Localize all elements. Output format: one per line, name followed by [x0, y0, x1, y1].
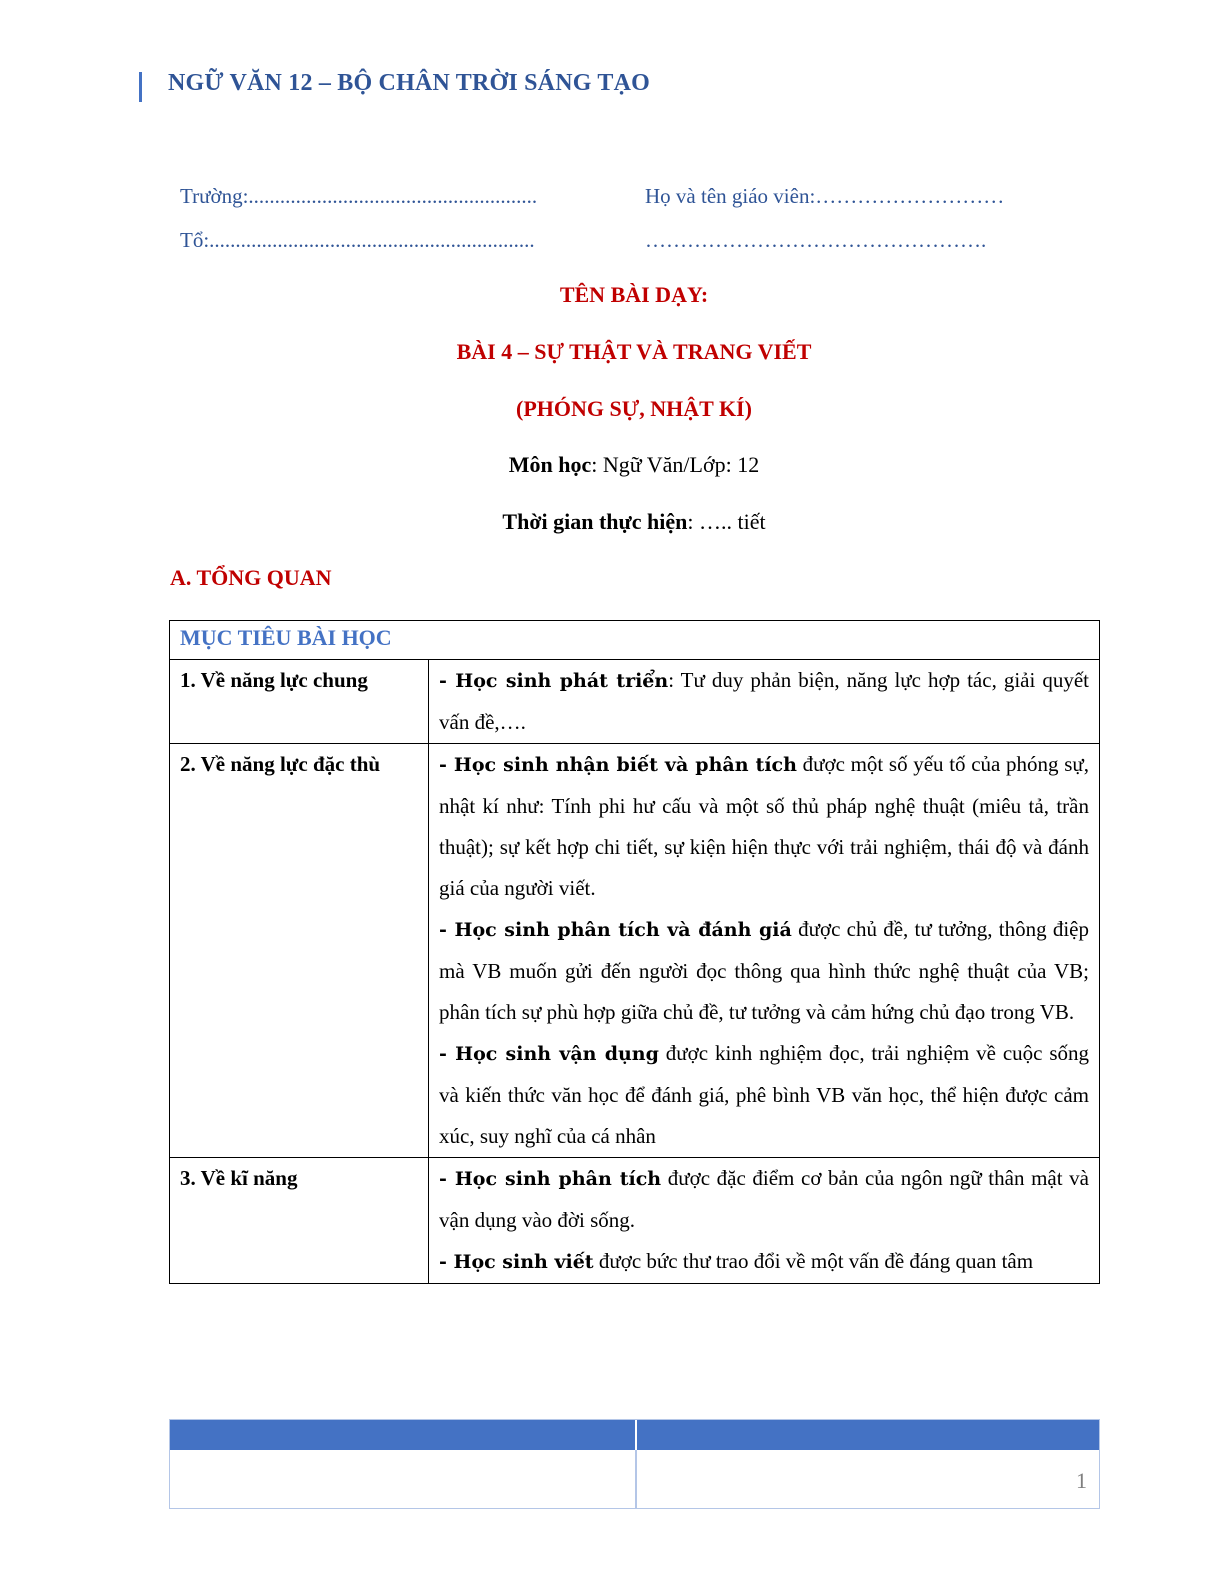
emphasis-text: - Học sinh phân tích — [439, 1168, 662, 1190]
table-row — [170, 744, 1100, 1158]
body-text: được bức thư trao đổi về một vấn đề đáng quan tâm — [593, 1249, 1034, 1273]
lesson-title: BÀI 4 – SỰ THẬT VÀ TRANG VIẾT — [456, 339, 812, 364]
body-text: được chủ đề, tư tưởng, thông điệp mà VB muốn gửi đến người đọc thông qua hình thức nghệ thuật của VB; phân tích sự phù hợp giữa chủ đề, tư tưởng và cảm hứng chủ đạo trong VB. — [439, 917, 1089, 1024]
emphasis-text: - Học sinh phân tích và đánh giá — [439, 919, 792, 941]
teacher-name-field: Họ và tên giáo viên:……………………… — [645, 184, 1005, 208]
school-field: Trường:....................................................... — [180, 184, 538, 208]
table-row — [170, 1158, 1100, 1284]
content-paragraph — [439, 1158, 1089, 1241]
goals-table-heading: MỤC TIÊU BÀI HỌC — [170, 621, 1100, 660]
lesson-genre: (PHÓNG SỰ, NHẬT KÍ) — [516, 396, 752, 421]
content-paragraph — [439, 744, 1089, 909]
row-content — [429, 660, 1100, 744]
emphasis-text: - Học sinh viết — [439, 1251, 594, 1273]
row-label: 3. Về kĩ năng — [170, 1158, 429, 1284]
content-paragraph — [439, 1033, 1089, 1157]
subject-line — [0, 452, 1224, 478]
learning-goals-table — [169, 620, 1100, 1284]
body-text: : Tư duy phản biện, năng lực hợp tác, giải quyết vấn đề,…. — [439, 668, 1089, 734]
time-line — [0, 509, 1224, 535]
group-field: Tổ:.............................................................. — [180, 228, 535, 252]
emphasis-text: - Học sinh nhận biết và phân tích — [439, 754, 797, 776]
page-footer — [169, 1419, 1100, 1509]
time-value: : ….. tiết — [687, 509, 766, 534]
footer-header-divider — [635, 1420, 637, 1450]
row-label: 1. Về năng lực chung — [170, 660, 429, 744]
body-text: được một số yếu tố của phóng sự, nhật kí như: Tính phi hư cấu và một số thủ pháp nghệ thuật (miêu tả, trần thuật); sự kết hợp chi tiết, sự kiện hiện thực với trải nghiệm, thái độ và đánh giá của người viết. — [439, 752, 1090, 900]
row-content — [429, 1158, 1100, 1284]
body-text: được kinh nghiệm đọc, trải nghiệm về cuộc sống và kiến thức văn học để đánh giá, phê bình VB văn học, thể hiện được cảm xúc, suy nghĩ của cá nhân — [439, 1041, 1089, 1148]
row-label: 2. Về năng lực đặc thù — [170, 744, 429, 1158]
time-label: Thời gian thực hiện — [502, 509, 688, 534]
emphasis-text: - Học sinh vận dụng — [439, 1043, 659, 1065]
row-content — [429, 744, 1100, 1158]
document-header: NGỮ VĂN 12 – BỘ CHÂN TRỜI SÁNG TẠO — [168, 70, 650, 96]
subject-value: : Ngữ Văn/Lớp: 12 — [591, 452, 760, 477]
content-paragraph — [439, 1241, 1089, 1283]
content-paragraph — [439, 660, 1089, 743]
teacher-name-continuation: …………………………………………. — [645, 228, 987, 252]
emphasis-text: - Học sinh phát triển — [439, 670, 669, 692]
lesson-label: TÊN BÀI DẠY: — [559, 282, 709, 307]
page-number: 1 — [1076, 1468, 1087, 1493]
table-row — [170, 660, 1100, 744]
table-row — [170, 621, 1100, 660]
section-heading-a: A. TỔNG QUAN — [170, 565, 332, 590]
body-text: được đặc điểm cơ bản của ngôn ngữ thân mật và vận dụng vào đời sống. — [439, 1166, 1089, 1232]
header-accent-bar — [139, 72, 142, 102]
content-paragraph — [439, 909, 1089, 1033]
subject-label: Môn học — [508, 452, 592, 477]
